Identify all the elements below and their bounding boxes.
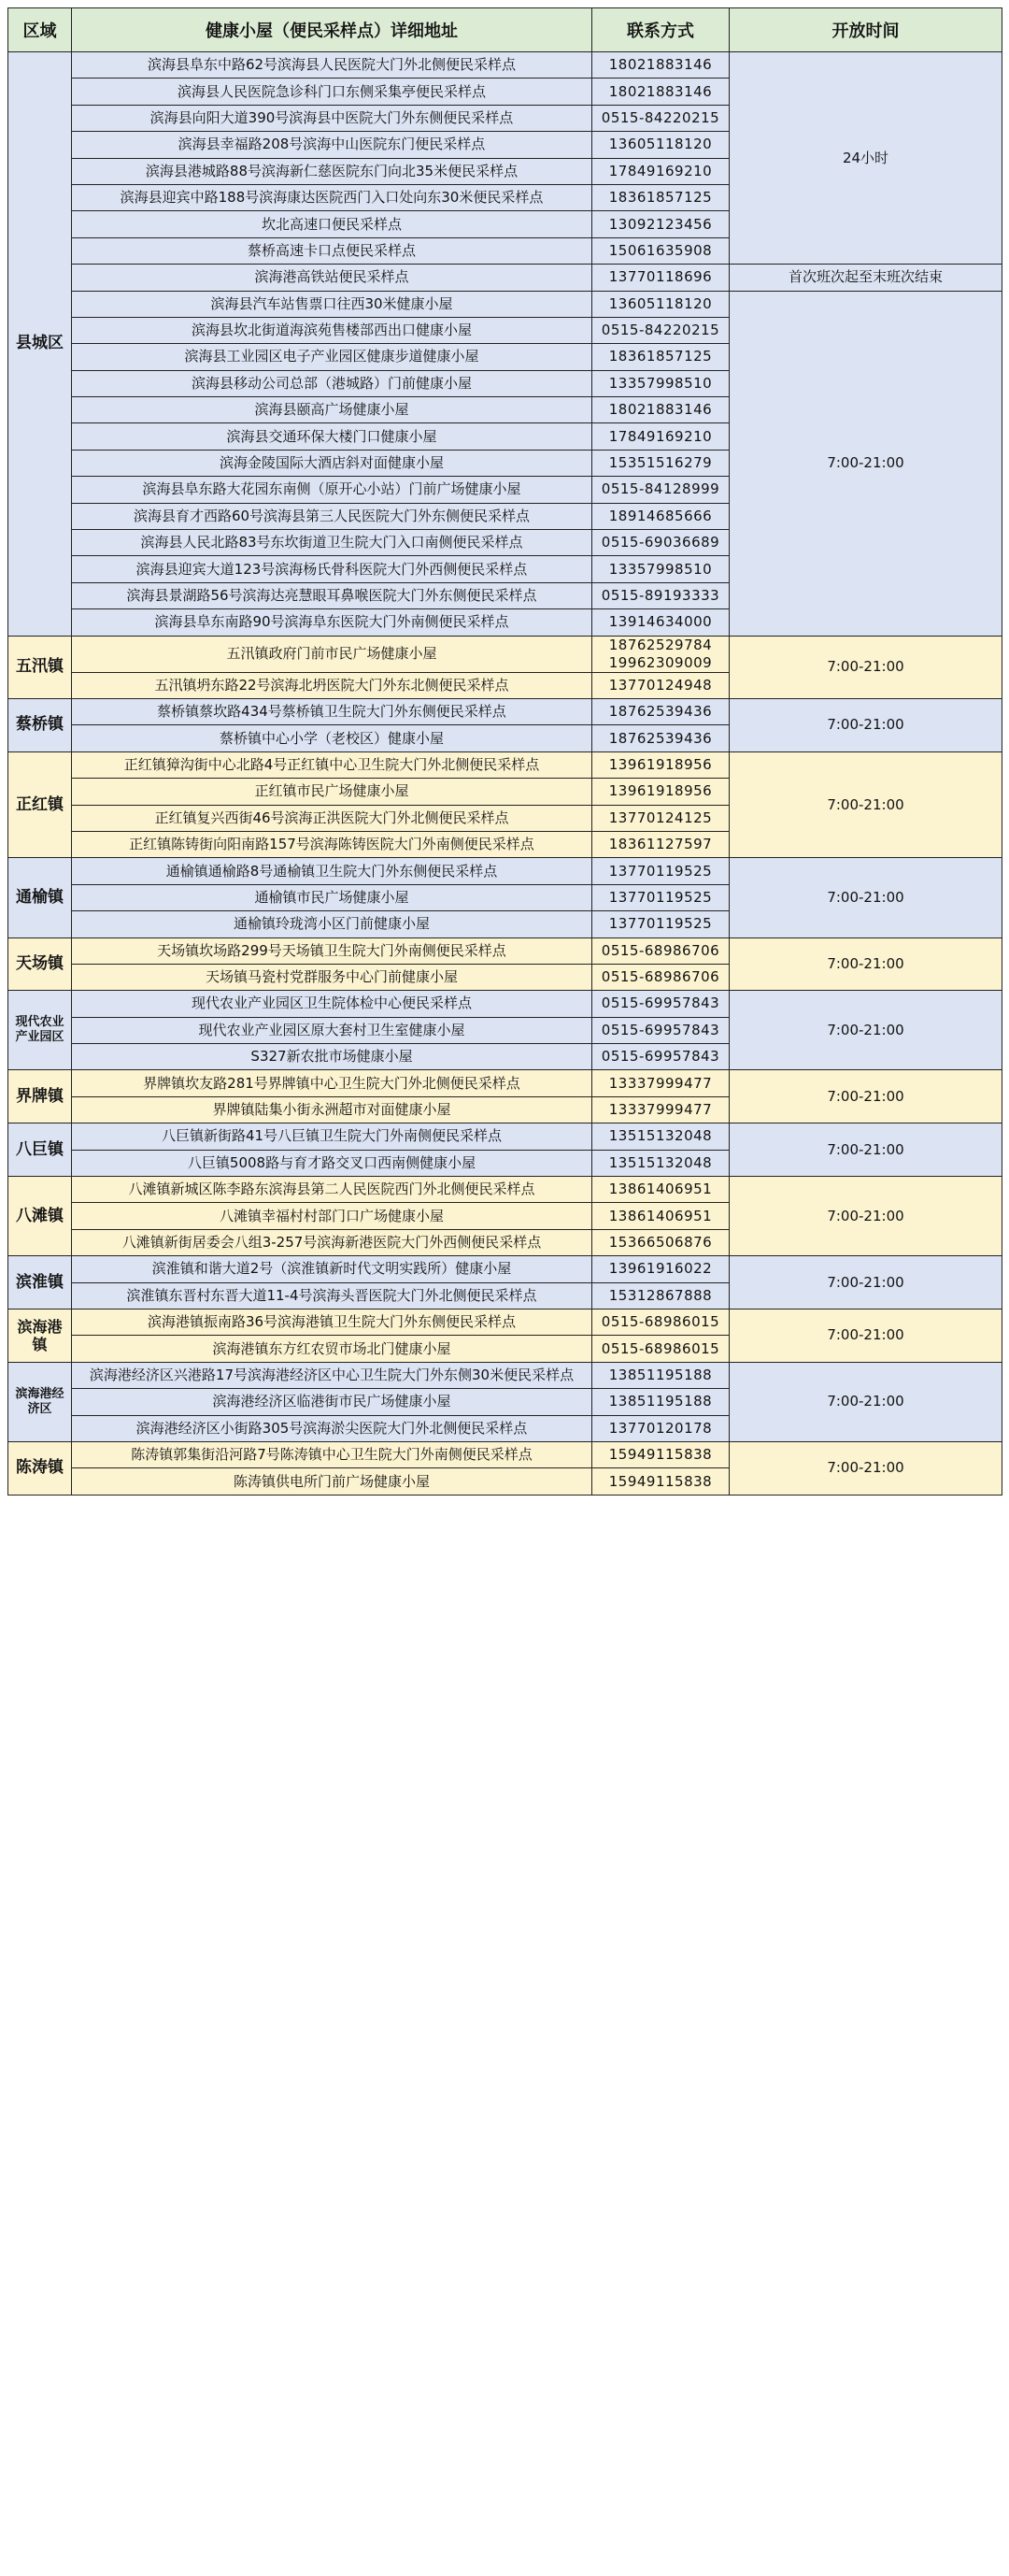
address-cell: S327新农批市场健康小屋 [72,1044,592,1070]
address-cell: 滨海县坎北街道海滨苑售楼部西出口健康小屋 [72,317,592,343]
hours-cell: 7:00-21:00 [730,636,1002,698]
phone-cell: 13770124125 [592,805,730,831]
phone-cell: 18021883146 [592,52,730,79]
phone-cell: 0515-69957843 [592,991,730,1017]
phone-cell: 13605118120 [592,132,730,158]
phone-cell: 13337999477 [592,1096,730,1123]
phone-cell: 13861406951 [592,1177,730,1203]
address-cell: 滨海港经济区兴港路17号滨海港经济区中心卫生院大门外东侧30米便民采样点 [72,1362,592,1388]
address-cell: 滨海县人民医院急诊科门口东侧采集亭便民采样点 [72,79,592,105]
phone-cell: 13770119525 [592,884,730,910]
phone-cell: 13851195188 [592,1389,730,1415]
header-address: 健康小屋（便民采样点）详细地址 [72,8,592,52]
phone-cell: 0515-69036689 [592,530,730,556]
phone-cell: 0515-69957843 [592,1017,730,1043]
region-cell: 蔡桥镇 [8,698,72,751]
address-cell: 陈涛镇供电所门前广场健康小屋 [72,1468,592,1495]
address-cell: 八滩镇新街居委会八组3-257号滨海新港医院大门外西侧便民采样点 [72,1229,592,1255]
hours-cell: 24小时 [730,52,1002,265]
address-cell: 滨海港镇振南路36号滨海港镇卫生院大门外东侧便民采样点 [72,1309,592,1335]
hours-cell: 7:00-21:00 [730,937,1002,991]
phone-cell: 13770119525 [592,911,730,937]
address-cell: 滨海县阜东中路62号滨海县人民医院大门外北侧便民采样点 [72,52,592,79]
address-cell: 天场镇马瓷村党群服务中心门前健康小屋 [72,964,592,990]
address-cell: 八巨镇新街路41号八巨镇卫生院大门外南侧便民采样点 [72,1123,592,1150]
address-cell: 坎北高速口便民采样点 [72,211,592,237]
address-cell: 正红镇獐沟街中心北路4号正红镇中心卫生院大门外北侧便民采样点 [72,751,592,778]
phone-cell: 15061635908 [592,237,730,264]
phone-cell: 0515-84128999 [592,477,730,503]
table-row [8,1123,1002,1150]
region-cell: 滨淮镇 [8,1256,72,1309]
address-cell: 滨海县港城路88号滨海新仁慈医院东门向北35米便民采样点 [72,158,592,184]
address-cell: 五汛镇政府门前市民广场健康小屋 [72,636,592,672]
phone-cell: 13092123456 [592,211,730,237]
region-cell: 五汛镇 [8,636,72,698]
phone-cell: 13861406951 [592,1203,730,1229]
hours-cell: 7:00-21:00 [730,1441,1002,1495]
table-row [8,1309,1002,1335]
hours-cell: 首次班次起至末班次结束 [730,265,1002,291]
address-cell: 蔡桥镇中心小学（老校区）健康小屋 [72,725,592,751]
address-cell: 滨海县移动公司总部（港城路）门前健康小屋 [72,370,592,396]
phone-cell: 0515-68986015 [592,1309,730,1335]
phone-cell: 15949115838 [592,1441,730,1467]
address-cell: 蔡桥镇蔡坎路434号蔡桥镇卫生院大门外东侧便民采样点 [72,698,592,724]
table-row [8,1070,1002,1096]
region-cell: 滨海港经济区 [8,1362,72,1441]
phone-cell: 13515132048 [592,1123,730,1150]
address-cell: 八滩镇新城区陈李路东滨海县第二人民医院西门外北侧便民采样点 [72,1177,592,1203]
address-cell: 蔡桥高速卡口点便民采样点 [72,237,592,264]
phone-cell: 13337999477 [592,1070,730,1096]
hours-cell: 7:00-21:00 [730,698,1002,751]
header-hours: 开放时间 [730,8,1002,52]
address-cell: 滨海县迎宾中路188号滨海康达医院西门入口处向东30米便民采样点 [72,184,592,210]
table-row [8,52,1002,79]
address-cell: 现代农业产业园区卫生院体检中心便民采样点 [72,991,592,1017]
phone-cell: 13961916022 [592,1256,730,1282]
phone-cell: 17849169210 [592,423,730,450]
hours-cell: 7:00-21:00 [730,1070,1002,1123]
address-cell: 陈涛镇郭集街沿河路7号陈涛镇中心卫生院大门外南侧便民采样点 [72,1441,592,1467]
address-cell: 滨海县阜东路大花园东南侧（原开心小站）门前广场健康小屋 [72,477,592,503]
table-row [8,265,1002,291]
address-cell: 通榆镇通榆路8号通榆镇卫生院大门外东侧便民采样点 [72,858,592,884]
phone-cell: 0515-84220215 [592,317,730,343]
phone-cell: 13961918956 [592,779,730,805]
phone-cell: 13515132048 [592,1150,730,1176]
table-row [8,991,1002,1017]
phone-cell: 13770124948 [592,672,730,698]
table-row [8,937,1002,964]
region-cell: 天场镇 [8,937,72,991]
phone-cell: 15366506876 [592,1229,730,1255]
hours-cell: 7:00-21:00 [730,1256,1002,1309]
phone-cell: 0515-68986015 [592,1336,730,1362]
region-cell: 县城区 [8,52,72,637]
table-row [8,698,1002,724]
address-cell: 滨海港镇东方红农贸市场北门健康小屋 [72,1336,592,1362]
phone-cell: 18361127597 [592,831,730,857]
address-cell: 正红镇陈铸街向阳南路157号滨海陈铸医院大门外南侧便民采样点 [72,831,592,857]
phone-cell: 15312867888 [592,1282,730,1309]
phone-cell: 13851195188 [592,1362,730,1388]
phone-cell: 18021883146 [592,79,730,105]
header-region: 区域 [8,8,72,52]
phone-cell: 18361857125 [592,344,730,370]
address-cell: 滨海县向阳大道390号滨海县中医院大门外东侧便民采样点 [72,105,592,131]
hours-cell: 7:00-21:00 [730,991,1002,1070]
table-row [8,858,1002,884]
address-cell: 滨海港高铁站便民采样点 [72,265,592,291]
hours-cell: 7:00-21:00 [730,1177,1002,1256]
phone-cell: 0515-68986706 [592,937,730,964]
phone-cell: 15949115838 [592,1468,730,1495]
region-cell: 界牌镇 [8,1070,72,1123]
phone-cell: 13605118120 [592,291,730,317]
address-cell: 滨海县阜东南路90号滨海阜东医院大门外南侧便民采样点 [72,609,592,636]
phone-cell: 18914685666 [592,503,730,529]
phone-cell: 17849169210 [592,158,730,184]
address-cell: 天场镇坎场路299号天场镇卫生院大门外南侧便民采样点 [72,937,592,964]
address-cell: 滨海金陵国际大酒店斜对面健康小屋 [72,450,592,476]
address-cell: 滨海县交通环保大楼门口健康小屋 [72,423,592,450]
address-cell: 滨海县幸福路208号滨海中山医院东门便民采样点 [72,132,592,158]
phone-cell: 18762539436 [592,725,730,751]
phone-cell: 13770120178 [592,1415,730,1441]
region-cell: 陈涛镇 [8,1441,72,1495]
address-cell: 滨淮镇和谐大道2号（滨淮镇新时代文明实践所）健康小屋 [72,1256,592,1282]
phone-cell: 18762539436 [592,698,730,724]
address-cell: 现代农业产业园区原大套村卫生室健康小屋 [72,1017,592,1043]
region-cell: 八滩镇 [8,1177,72,1256]
table-row [8,636,1002,672]
region-cell: 八巨镇 [8,1123,72,1177]
address-cell: 滨海县颐高广场健康小屋 [72,397,592,423]
phone-cell: 0515-84220215 [592,105,730,131]
address-cell: 滨海县景湖路56号滨海达亮慧眼耳鼻喉医院大门外东侧便民采样点 [72,582,592,608]
address-cell: 八滩镇幸福村村部门口广场健康小屋 [72,1203,592,1229]
address-cell: 滨海县人民北路83号东坎街道卫生院大门入口南侧便民采样点 [72,530,592,556]
header-phone: 联系方式 [592,8,730,52]
address-cell: 界牌镇陆集小街永洲超市对面健康小屋 [72,1096,592,1123]
phone-cell: 0515-89193333 [592,582,730,608]
region-cell: 通榆镇 [8,858,72,937]
address-cell: 八巨镇5008路与育才路交叉口西南侧健康小屋 [72,1150,592,1176]
sampling-points-table [7,7,1002,1496]
phone-cell: 0515-68986706 [592,964,730,990]
table-row [8,751,1002,778]
phone-cell: 18021883146 [592,397,730,423]
table-row [8,1362,1002,1388]
address-cell: 滨淮镇东晋村东晋大道11-4号滨海头晋医院大门外北侧便民采样点 [72,1282,592,1309]
phone-cell: 18762529784 19962309009 [592,636,730,672]
address-cell: 滨海港经济区小街路305号滨海淤尖医院大门外北侧便民采样点 [72,1415,592,1441]
hours-cell: 7:00-21:00 [730,858,1002,937]
phone-cell: 13770118696 [592,265,730,291]
table-row [8,1177,1002,1203]
phone-cell: 13961918956 [592,751,730,778]
phone-cell: 13357998510 [592,556,730,582]
hours-cell: 7:00-21:00 [730,751,1002,858]
phone-cell: 0515-69957843 [592,1044,730,1070]
hours-cell: 7:00-21:00 [730,1123,1002,1177]
address-cell: 滨海县育才西路60号滨海县第三人民医院大门外东侧便民采样点 [72,503,592,529]
region-cell: 现代农业产业园区 [8,991,72,1070]
address-cell: 正红镇市民广场健康小屋 [72,779,592,805]
address-cell: 滨海县工业园区电子产业园区健康步道健康小屋 [72,344,592,370]
table-header-row [8,8,1002,52]
address-cell: 界牌镇坎友路281号界牌镇中心卫生院大门外北侧便民采样点 [72,1070,592,1096]
address-cell: 正红镇复兴西街46号滨海正洪医院大门外北侧便民采样点 [72,805,592,831]
address-cell: 滨海县迎宾大道123号滨海杨氏骨科医院大门外西侧便民采样点 [72,556,592,582]
phone-cell: 18361857125 [592,184,730,210]
table-body [8,52,1002,1496]
region-cell: 正红镇 [8,751,72,858]
address-cell: 通榆镇玲珑湾小区门前健康小屋 [72,911,592,937]
address-cell: 滨海港经济区临港街市民广场健康小屋 [72,1389,592,1415]
table-row [8,1256,1002,1282]
phone-cell: 13770119525 [592,858,730,884]
hours-cell: 7:00-21:00 [730,291,1002,636]
hours-cell: 7:00-21:00 [730,1309,1002,1362]
phone-cell: 15351516279 [592,450,730,476]
phone-cell: 13357998510 [592,370,730,396]
address-cell: 滨海县汽车站售票口往西30米健康小屋 [72,291,592,317]
table-row [8,291,1002,317]
table-row [8,1441,1002,1467]
hours-cell: 7:00-21:00 [730,1362,1002,1441]
phone-cell: 13914634000 [592,609,730,636]
address-cell: 通榆镇市民广场健康小屋 [72,884,592,910]
address-cell: 五汛镇坍东路22号滨海北坍医院大门外东北侧便民采样点 [72,672,592,698]
region-cell: 滨海港镇 [8,1309,72,1362]
